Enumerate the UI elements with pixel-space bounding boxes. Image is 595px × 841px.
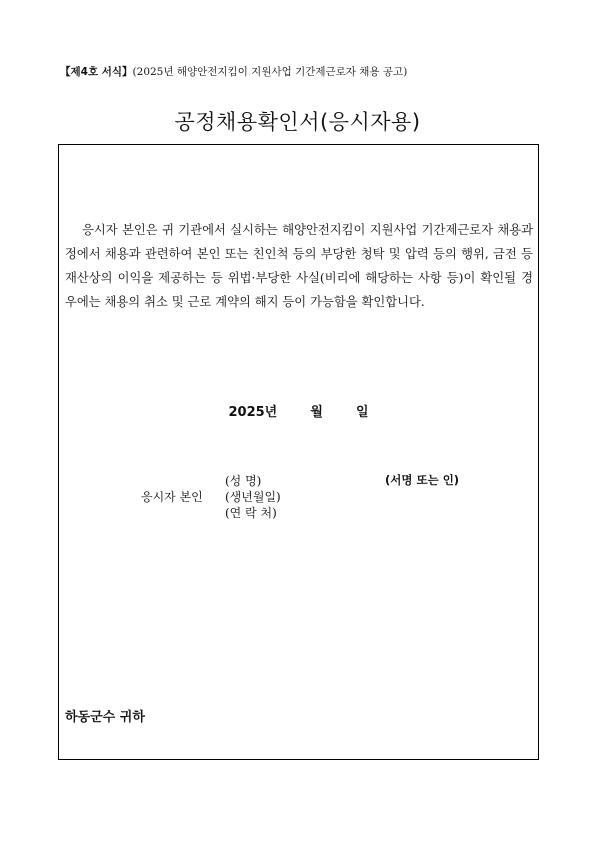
form-frame bbox=[58, 144, 539, 760]
contact-field-label: (연 락 처) bbox=[225, 506, 277, 520]
addressee: 하동군수 귀하 bbox=[65, 710, 145, 725]
date-year: 2025년 bbox=[228, 405, 278, 420]
document-title: 공정채용확인서(응시자용) bbox=[174, 110, 421, 134]
form-description: (2025년 해양안전지킴이 지원사업 기간제근로자 채용 공고) bbox=[132, 66, 408, 78]
signature-note: (서명 또는 인) bbox=[385, 473, 460, 487]
date-day: 일 bbox=[355, 405, 369, 420]
confirmation-statement: 응시자 본인은 귀 기관에서 실시하는 해양안전지킴이 지원사업 기간제근로자 채용과정에서 채용과 관련하여 본인 또는 친인척 등의 부당한 청탁 및 압력 등의 행위, 금전 등 재산상의 이익을 제공하는 등 위법·부당한 사실(비리에 해당하는 사항 등)이 확인될 경우에는 채용의 취소 및 근로 계약의 해지 등이 가능함을 확인합니다. bbox=[65, 223, 533, 309]
date-line bbox=[59, 401, 538, 420]
signer-role-label: 응시자 본인 bbox=[141, 490, 203, 504]
name-field-label: (성 명) bbox=[225, 474, 262, 488]
form-code: 【제4호 서식】 bbox=[60, 66, 133, 78]
birthdate-field-label: (생년월일) bbox=[225, 490, 281, 504]
date-month: 월 bbox=[310, 405, 323, 420]
form-number-label bbox=[60, 64, 407, 79]
